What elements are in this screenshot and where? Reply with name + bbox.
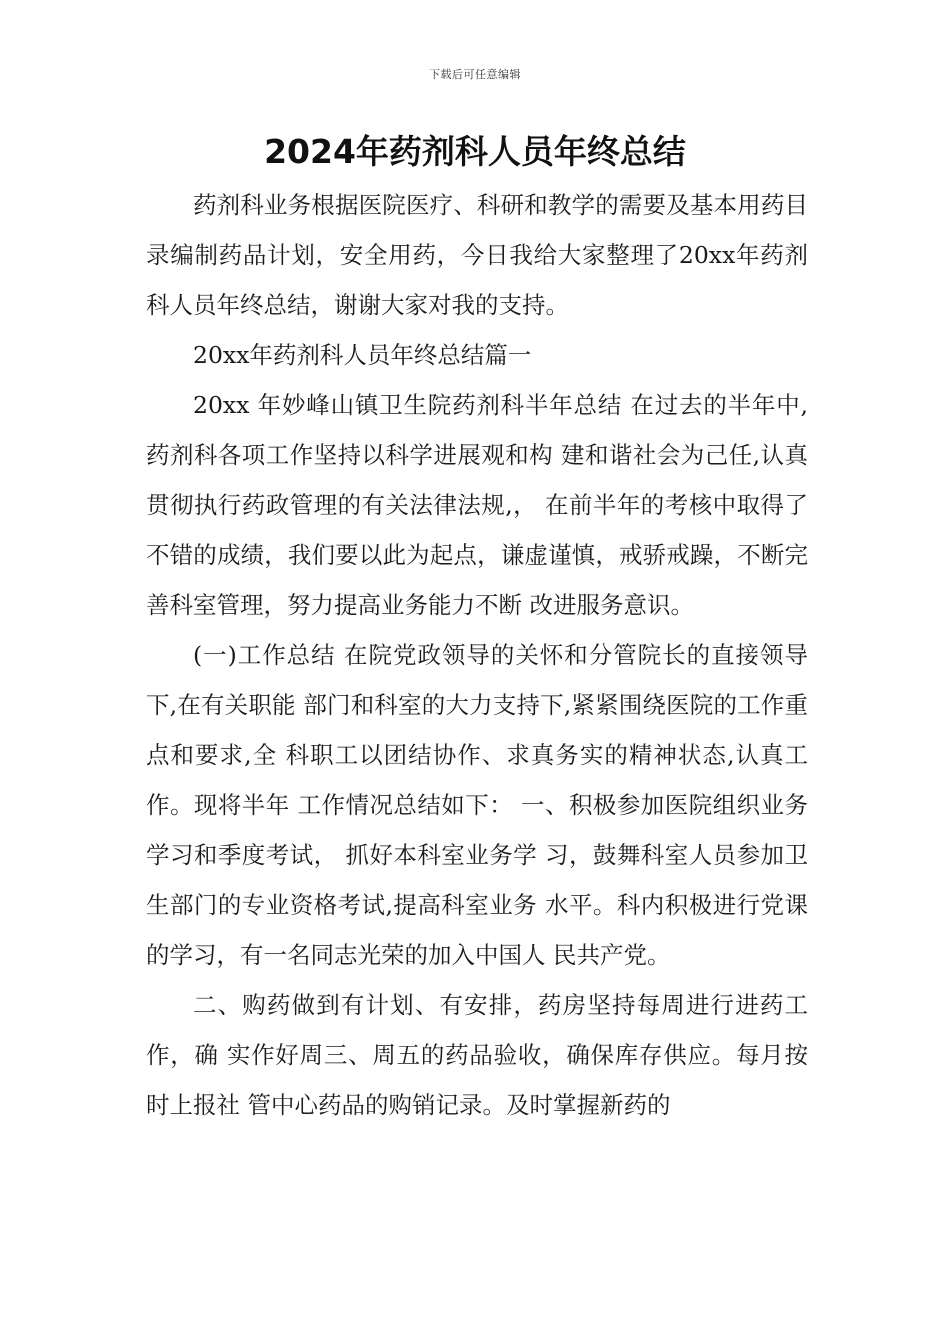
paragraph-purchasing: 二、购药做到有计划、有安排，药房坚持每周进行进药工作，确 实作好周三、周五的药品验收，确保库存供应。每月按时上报社 管中心药品的购销记录。及时掌握新药的	[146, 991, 808, 1119]
paragraph-summary: 20xx 年妙峰山镇卫生院药剂科半年总结 在过去的半年中,药剂科各项工作坚持以科学进展观和构 建和谐社会为己任,认真贯彻执行药政管理的有关法律法规,， 在前半年的考核中取得了不错的成绩，我们要以此为起点，谦虚谨慎，戒骄戒躁，不断完善科室管理，努力提高业务能力不断 改进服务意识。	[146, 391, 808, 619]
section-heading: 20xx年药剂科人员年终总结篇一	[193, 341, 532, 369]
paragraph-intro: 药剂科业务根据医院医疗、科研和教学的需要及基本用药目录编制药品计划，安全用药，今日我给大家整理了20xx年药剂科人员年终总结，谢谢大家对我的支持。	[146, 191, 808, 319]
header-note: 下载后可任意编辑	[429, 68, 521, 81]
document-title: 2024年药剂科人员年终总结	[264, 132, 686, 171]
document-body	[146, 180, 808, 1130]
paragraph-work-summary: (一)工作总结 在院党政领导的关怀和分管院长的直接领导下,在有关职能 部门和科室的大力支持下,紧紧围绕医院的工作重点和要求,全 科职工以团结协作、求真务实的精神状态,认真工作。现将半年 工作情况总结如下： 一、积极参加医院组织业务学习和季度考试， 抓好本科室业务学 习，鼓舞科室人员参加卫生部门的专业资格考试,提高科室业务 水平。科内积极进行党课的学习，有一名同志光荣的加入中国人 民共产党。	[146, 641, 808, 969]
